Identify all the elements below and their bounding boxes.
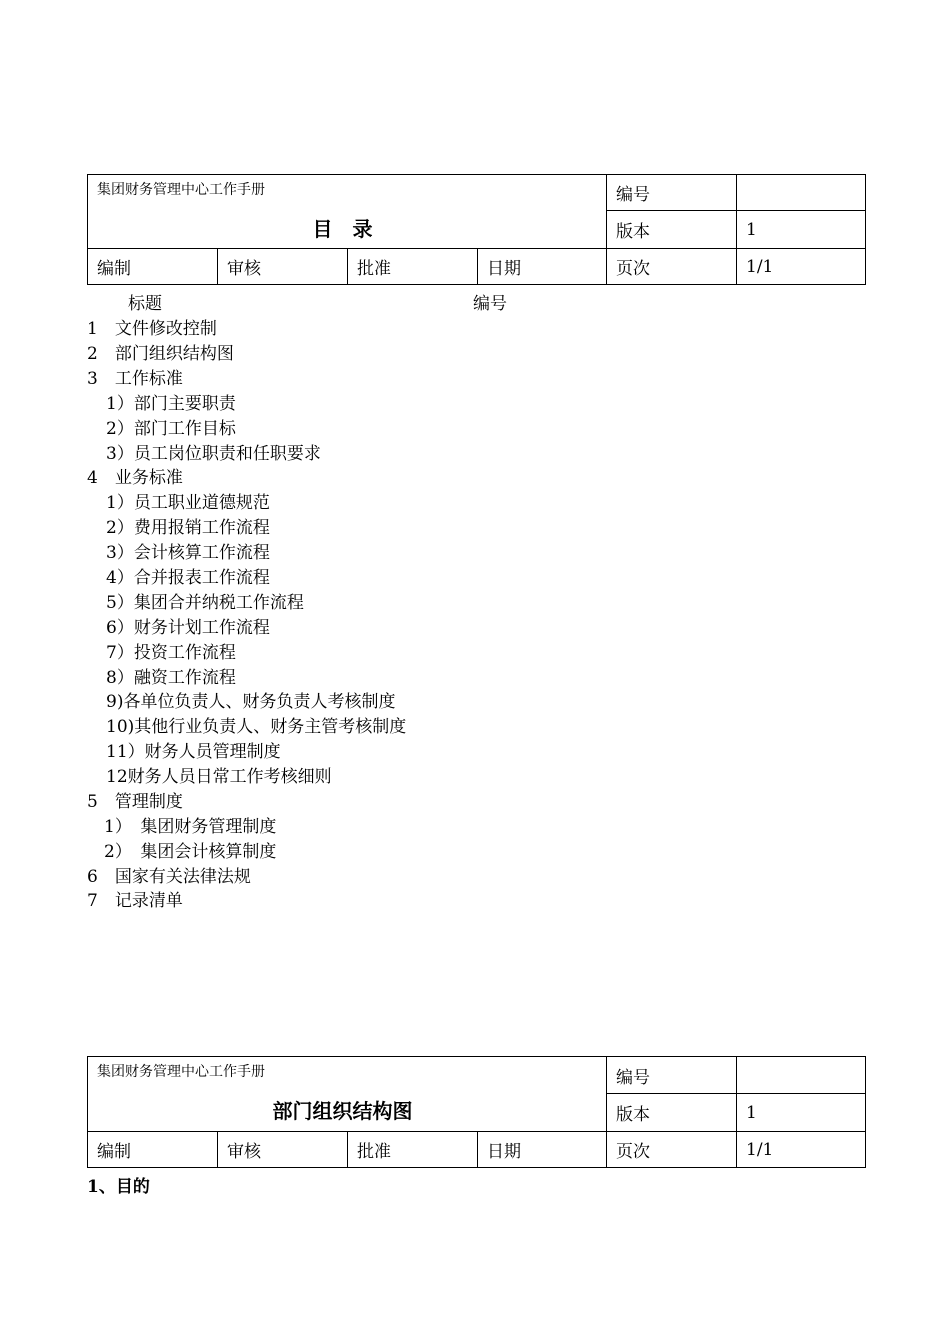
toc-item: 2 部门组织结构图 xyxy=(87,344,234,364)
version-value: 1 xyxy=(737,211,866,249)
version-label: 版本 xyxy=(607,1094,737,1132)
number-value xyxy=(737,1057,866,1094)
reviewer-label: 审核 xyxy=(218,1132,348,1168)
reviewer-label: 审核 xyxy=(218,249,348,285)
toc-item: 3）会计核算工作流程 xyxy=(106,543,270,563)
toc-item: 2）部门工作目标 xyxy=(106,419,236,439)
page-value: 1/1 xyxy=(737,249,866,285)
date-label: 日期 xyxy=(478,1132,607,1168)
page-value: 1/1 xyxy=(737,1132,866,1168)
page-title: 部门组织结构图 xyxy=(272,1099,413,1123)
toc-col-number: 编号 xyxy=(473,294,507,314)
manual-name: 集团财务管理中心工作手册 xyxy=(97,182,265,198)
approver-label: 批准 xyxy=(348,249,478,285)
number-label: 编号 xyxy=(607,175,737,211)
manual-title-cell xyxy=(88,1057,607,1132)
toc-item: 7）投资工作流程 xyxy=(106,643,236,663)
toc-item: 1）部门主要职责 xyxy=(106,394,236,414)
toc-item: 11）财务人员管理制度 xyxy=(106,742,281,762)
version-value: 1 xyxy=(737,1094,866,1132)
header-table-toc xyxy=(87,174,866,285)
toc-item: 7 记录清单 xyxy=(87,891,183,911)
editor-label: 编制 xyxy=(88,1132,218,1168)
section-heading: 1、目的 xyxy=(87,1177,150,1197)
toc-item: 12财务人员日常工作考核细则 xyxy=(106,767,332,787)
toc-item: 8）融资工作流程 xyxy=(106,668,236,688)
page-label: 页次 xyxy=(607,249,737,285)
date-label: 日期 xyxy=(478,249,607,285)
toc-item: 9)各单位负责人、财务负责人考核制度 xyxy=(106,692,396,712)
toc-item: 2） 集团会计核算制度 xyxy=(104,842,277,862)
toc-item: 4）合并报表工作流程 xyxy=(106,568,270,588)
toc-item: 6 国家有关法律法规 xyxy=(87,867,251,887)
toc-item: 5 管理制度 xyxy=(87,792,183,812)
page-title: 目 录 xyxy=(312,217,373,241)
number-label: 编号 xyxy=(607,1057,737,1094)
manual-name: 集团财务管理中心工作手册 xyxy=(97,1064,265,1080)
toc-item: 4 业务标准 xyxy=(87,468,183,488)
page-label: 页次 xyxy=(607,1132,737,1168)
toc-item: 1）员工职业道德规范 xyxy=(106,493,270,513)
number-value xyxy=(737,175,866,211)
version-label: 版本 xyxy=(607,211,737,249)
toc-item: 1） 集团财务管理制度 xyxy=(104,817,277,837)
toc-item: 2）费用报销工作流程 xyxy=(106,518,270,538)
approver-label: 批准 xyxy=(348,1132,478,1168)
header-table-org-chart xyxy=(87,1056,866,1168)
toc-item: 5）集团合并纳税工作流程 xyxy=(106,593,304,613)
toc-item: 3）员工岗位职责和任职要求 xyxy=(106,444,321,464)
toc-col-title: 标题 xyxy=(128,294,162,314)
toc-item: 10)其他行业负责人、财务主管考核制度 xyxy=(106,717,407,737)
toc-item: 1 文件修改控制 xyxy=(87,319,217,339)
toc-item: 3 工作标准 xyxy=(87,369,183,389)
editor-label: 编制 xyxy=(88,249,218,285)
toc-item: 6）财务计划工作流程 xyxy=(106,618,270,638)
manual-title-cell xyxy=(88,175,607,249)
